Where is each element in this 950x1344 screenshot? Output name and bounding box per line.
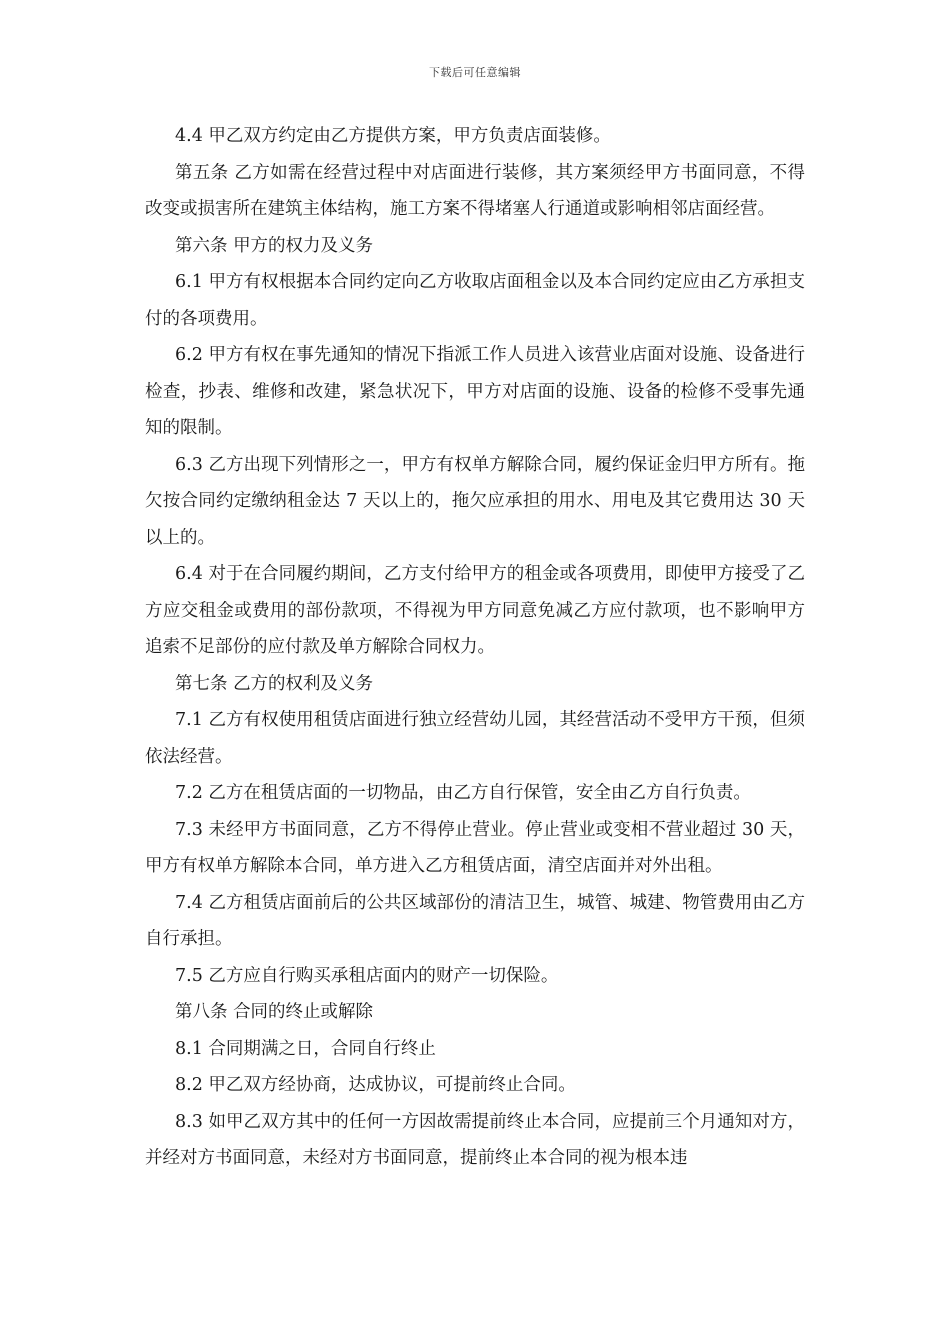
paragraph-7-3: 7.3 未经甲方书面同意，乙方不得停止营业。停止营业或变相不营业超过 30 天，甲方有权单方解除本合同，单方进入乙方租赁店面，清空店面并对外出租。 (145, 819, 805, 876)
paragraph-6-1: 6.1 甲方有权根据本合同约定向乙方收取店面租金以及本合同约定应由乙方承担支付的各项费用。 (145, 272, 805, 329)
article-6-heading: 第六条 甲方的权力及义务 (175, 235, 374, 256)
article-5: 第五条 乙方如需在经营过程中对店面进行装修，其方案须经甲方书面同意，不得改变或损害所在建筑主体结构，施工方案不得堵塞人行通道或影响相邻店面经营。 (145, 162, 805, 219)
document-body (145, 118, 805, 1177)
paragraph-6-3: 6.3 乙方出现下列情形之一，甲方有权单方解除合同，履约保证金归甲方所有。拖欠按合同约定缴纳租金达 7 天以上的，拖欠应承担的用水、用电及其它费用达 30 天以上的。 (145, 454, 805, 548)
paragraph-7-5: 7.5 乙方应自行购买承租店面内的财产一切保险。 (175, 965, 559, 986)
article-7-heading: 第七条 乙方的权利及义务 (175, 673, 374, 694)
paragraph-4-4: 4.4 甲乙双方约定由乙方提供方案，甲方负责店面装修。 (175, 126, 611, 146)
page-header: 下载后可任意编辑 (429, 66, 521, 79)
paragraph-7-4: 7.4 乙方租赁店面前后的公共区域部份的清洁卫生，城管、城建、物管费用由乙方自行承担。 (145, 892, 805, 949)
paragraph-7-2: 7.2 乙方在租赁店面的一切物品，由乙方自行保管，安全由乙方自行负责。 (175, 783, 751, 803)
article-8-heading: 第八条 合同的终止或解除 (175, 1002, 374, 1022)
paragraph-6-4: 6.4 对于在合同履约期间，乙方支付给甲方的租金或各项费用，即使甲方接受了乙方应交租金或费用的部份款项，不得视为甲方同意免减乙方应付款项，也不影响甲方追索不足部份的应付款及单方解除合同权力。 (145, 564, 805, 657)
paragraph-8-3: 8.3 如甲乙双方其中的任何一方因故需提前终止本合同，应提前三个月通知对方，并经对方书面同意，未经对方书面同意，提前终止本合同的视为根本违 (145, 1111, 805, 1168)
paragraph-8-2: 8.2 甲乙双方经协商，达成协议，可提前终止合同。 (175, 1075, 576, 1095)
paragraph-6-2: 6.2 甲方有权在事先通知的情况下指派工作人员进入该营业店面对设施、设备进行检查，抄表、维修和改建，紧急状况下，甲方对店面的设施、设备的检修不受事先通知的限制。 (145, 345, 805, 438)
paragraph-7-1: 7.1 乙方有权使用租赁店面进行独立经营幼儿园，其经营活动不受甲方干预，但须依法经营。 (145, 710, 805, 767)
paragraph-8-1: 8.1 合同期满之日，合同自行终止 (175, 1038, 436, 1059)
